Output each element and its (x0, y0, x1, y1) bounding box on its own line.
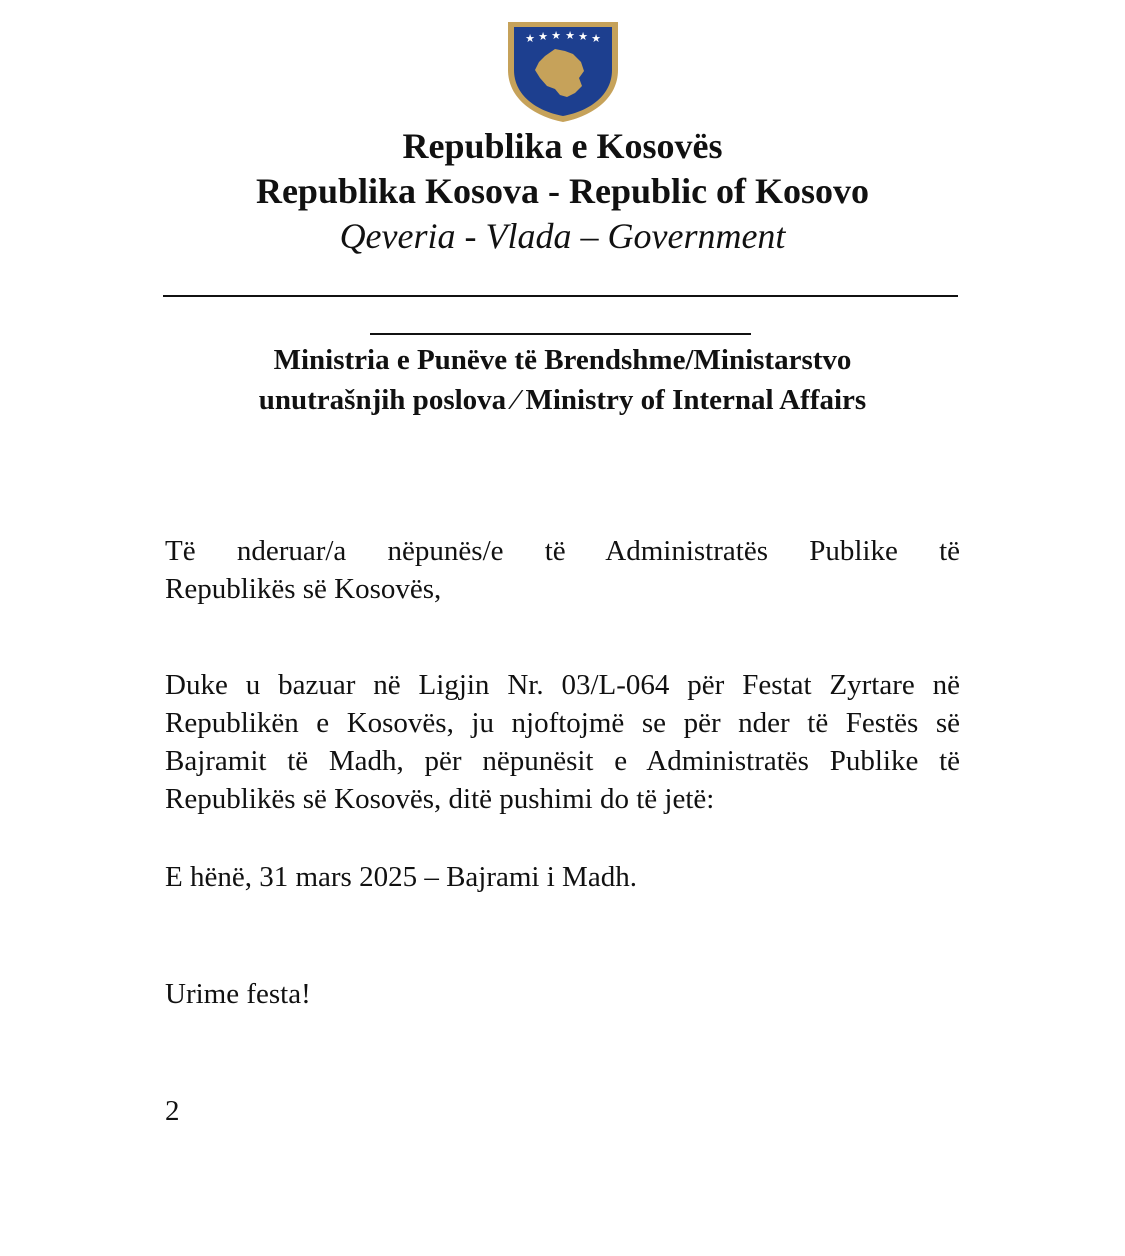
holiday-date (165, 858, 960, 896)
paragraph-line: Duke u bazuar në Ligjin Nr. 03/L-064 për Festat Zyrtare në (165, 669, 960, 701)
letter-greeting (165, 532, 960, 608)
page-number (165, 1092, 960, 1130)
government-line: Qeveria - Vlada – Government (339, 216, 786, 256)
closing-wish (165, 975, 960, 1013)
svg-text:★: ★ (565, 29, 575, 42)
svg-text:★: ★ (525, 32, 535, 45)
header-divider-short (370, 333, 751, 335)
svg-text:★: ★ (591, 32, 601, 45)
greeting-line: Republikës së Kosovës, (165, 573, 442, 605)
svg-text:★: ★ (578, 30, 588, 43)
paragraph-line: Republikës së Kosovës, ditë pushimi do të jetë: (165, 783, 715, 815)
kosovo-coat-of-arms-icon (505, 18, 621, 124)
svg-text:★: ★ (551, 29, 561, 42)
letter-paragraph (165, 666, 960, 818)
header-divider-long (163, 295, 958, 297)
holiday-date-text: E hënë, 31 mars 2025 – Bajrami i Madh. (165, 861, 637, 893)
ministry-name-line-1: Ministria e Punëve të Brendshme/Ministarstvo (273, 344, 852, 376)
page-number-text: 2 (165, 1095, 180, 1127)
country-title: Republika e Kosovës (402, 126, 723, 166)
paragraph-line: Republikën e Kosovës, ju njoftojmë se për nder të Festës së (165, 707, 960, 739)
country-subtitle: Republika Kosova - Republic of Kosovo (255, 171, 870, 211)
closing-wish-text: Urime festa! (165, 978, 311, 1010)
ministry-name (0, 340, 1125, 420)
greeting-line: Të nderuar/a nëpunës/e të Administratës Publike të (165, 535, 960, 567)
svg-text:★: ★ (538, 30, 548, 43)
ministry-name-line-2: unutrašnjih poslova ⁄ Ministry of Internal Affairs (258, 384, 867, 416)
paragraph-line: Bajramit të Madh, për nëpunësit e Administratës Publike të (165, 745, 960, 777)
